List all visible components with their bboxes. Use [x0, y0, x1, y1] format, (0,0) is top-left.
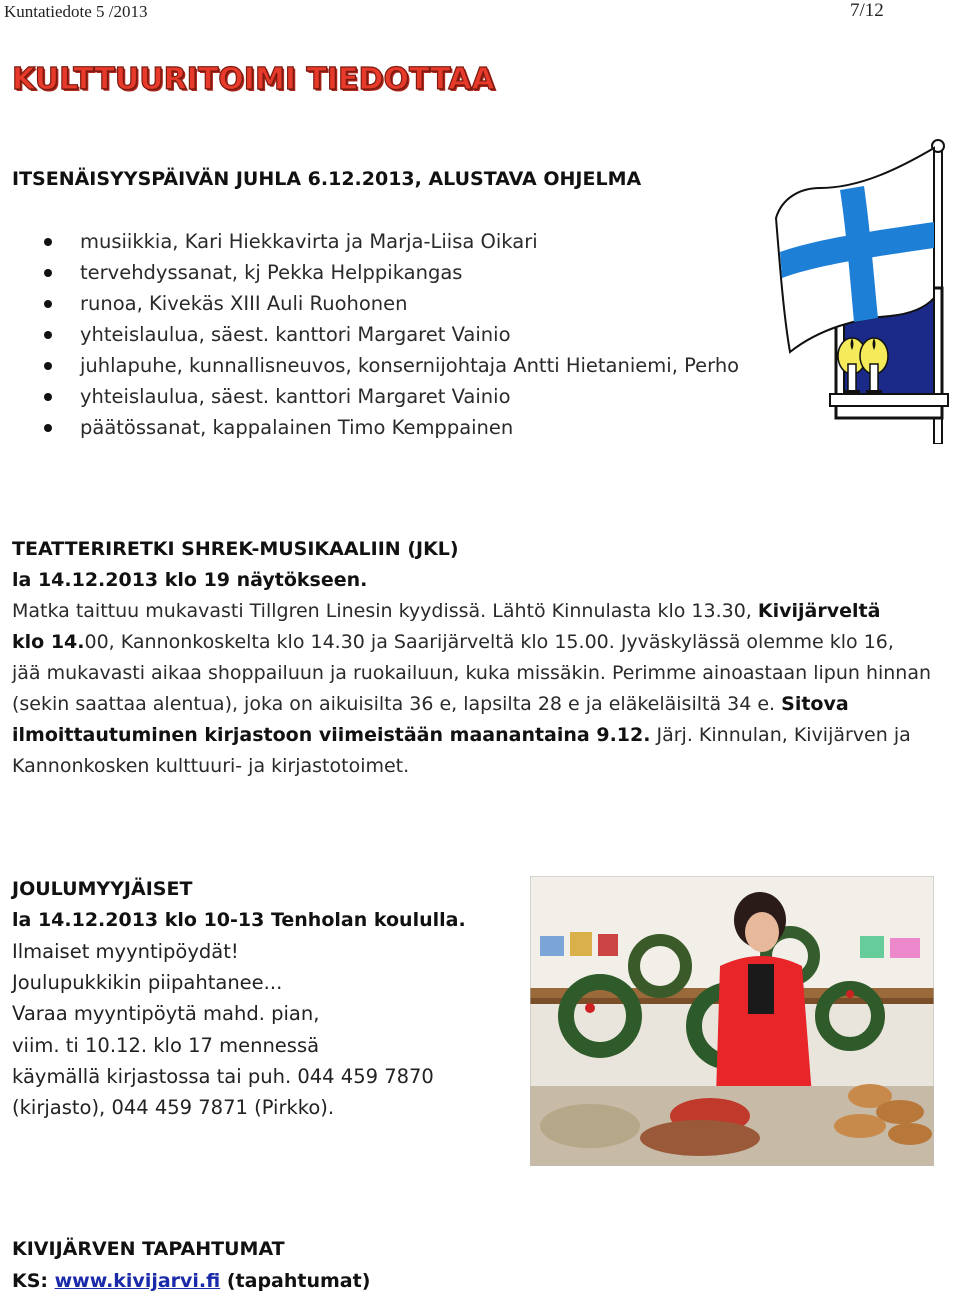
text-line: käymällä kirjastossa tai puh. 044 459 7870 — [12, 1064, 434, 1088]
teatteri-body — [12, 596, 958, 782]
juhla-program-list — [44, 226, 739, 443]
text-line: viim. ti 10.12. klo 17 mennessä — [12, 1033, 320, 1057]
page-banner-title: KULTTUURITOIMI TIEDOTTAA — [12, 62, 495, 97]
text-bold: klo 14. — [12, 631, 85, 653]
christmas-market-photo-icon — [530, 876, 934, 1166]
list-item: musiikkia, Kari Hiekkavirta ja Marja-Liisa Oikari — [44, 226, 739, 257]
text-bold: ilmoittautuminen kirjastoon viimeistään maanantaina 9.12. — [12, 724, 651, 746]
list-item: yhteislaulua, säest. kanttori Margaret Vainio — [44, 381, 739, 412]
text-line: 00 — [84, 631, 109, 653]
joulu-body — [12, 936, 434, 1123]
kivijarvi-website-link[interactable]: www.kivijarvi.fi — [54, 1270, 221, 1292]
list-item: juhlapuhe, kunnallisneuvos, konsernijohtaja Antti Hietaniemi, Perho — [44, 350, 739, 381]
list-item: päätössanat, kappalainen Timo Kemppainen — [44, 412, 739, 443]
text-line: Varaa myyntipöytä mahd. pian, — [12, 1002, 320, 1026]
joulu-date: la 14.12.2013 klo 10-13 Tenholan koululla. — [12, 909, 466, 931]
page-number: 7/12 — [850, 0, 884, 21]
kivijarvi-link-line — [12, 1270, 370, 1292]
text-line: jää mukavasti aikaa shoppailuun ja ruokailuun, kuka missäkin. Perimme ainoastaan lipun hinnan — [12, 662, 932, 684]
ks-label: KS: — [12, 1270, 55, 1292]
text-line: (sekin saattaa alentua), joka on aikuisilta 36 e, lapsilta 28 e ja eläkeläisiltä 34 e. — [12, 693, 782, 715]
joulu-heading: JOULUMYYJÄISET — [12, 878, 193, 900]
text-line: Järj. Kinnulan, Kivijärven ja — [650, 724, 911, 746]
kivijarvi-heading: KIVIJÄRVEN TAPAHTUMAT — [12, 1238, 285, 1260]
list-item: runoa, Kivekäs XIII Auli Ruohonen — [44, 288, 739, 319]
list-item: tervehdyssanat, kj Pekka Helppikangas — [44, 257, 739, 288]
list-item: yhteislaulua, säest. kanttori Margaret Vainio — [44, 319, 739, 350]
text-line: Matka taittuu mukavasti Tillgren Linesin kyydissä. Lähtö Kinnulasta klo 13.30, — [12, 600, 758, 622]
text-bold: Kivijärveltä — [757, 600, 881, 622]
text-line: (kirjasto), 044 459 7871 (Pirkko). — [12, 1096, 335, 1120]
text-line: Kannonkosken kulttuuri- ja kirjastotoimet. — [12, 755, 410, 777]
juhla-heading: ITSENÄISYYSPÄIVÄN JUHLA 6.12.2013, ALUSTAVA OHJELMA — [12, 168, 642, 190]
teatteri-heading: TEATTERIRETKI SHREK-MUSIKAALIIN (JKL) — [12, 538, 459, 560]
finnish-flag-window-candles-icon — [770, 138, 956, 444]
text-line: Ilmaiset myyntipöydät! — [12, 940, 239, 963]
link-suffix: (tapahtumat) — [220, 1270, 371, 1292]
text-line: , Kannonkoskelta klo 14.30 ja Saarijärveltä klo 15.00. Jyväskylässä olemme klo 16, — [108, 631, 894, 653]
document-header: Kuntatiedote 5 /2013 — [4, 2, 148, 21]
text-line: Joulupukkikin piipahtanee... — [12, 971, 283, 995]
text-bold: Sitova — [781, 693, 849, 715]
teatteri-date: la 14.12.2013 klo 19 näytökseen. — [12, 569, 368, 591]
